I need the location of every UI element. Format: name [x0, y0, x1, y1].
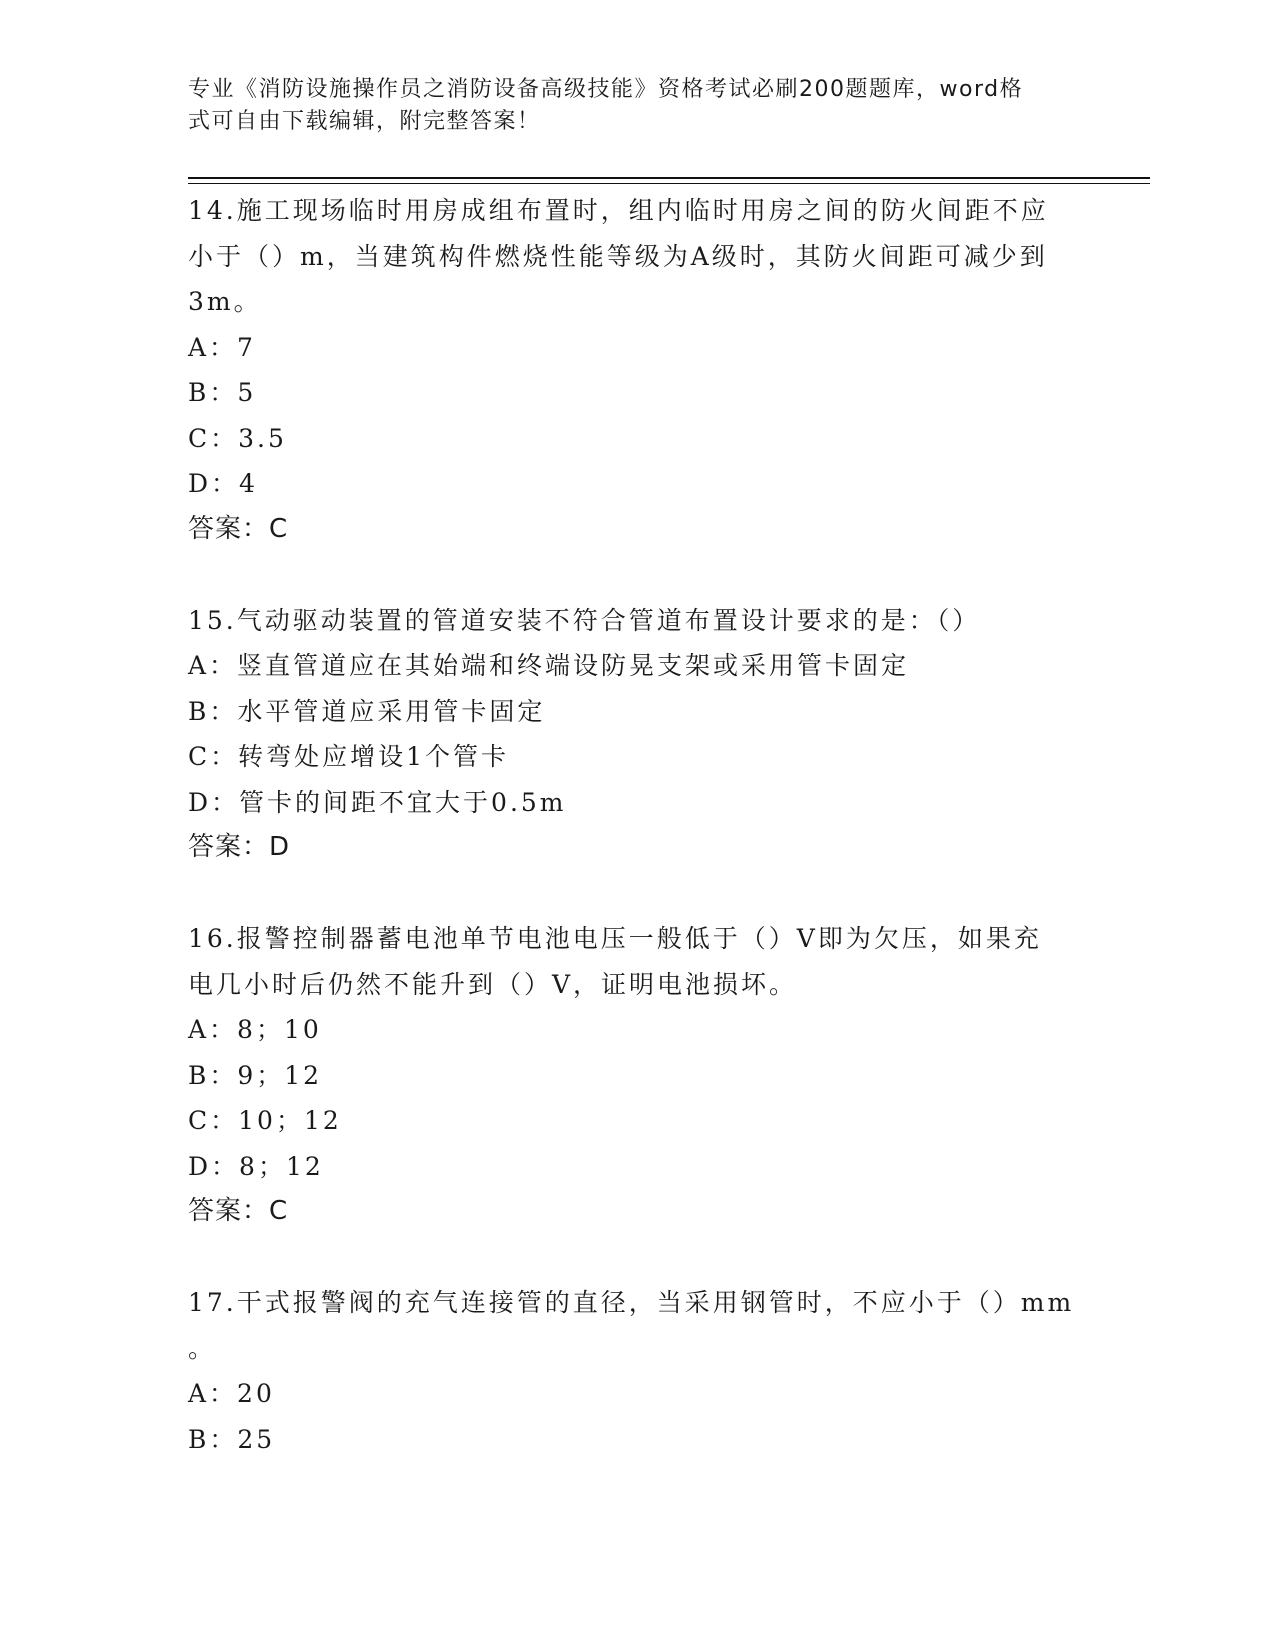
option-c: C：10；12 — [188, 1106, 342, 1135]
header-divider-thick — [188, 177, 1150, 179]
question-14 — [188, 188, 1088, 552]
question-17 — [188, 1280, 1088, 1462]
document-header — [188, 74, 1068, 138]
option-d: D：管卡的间距不宜大于0.5m — [188, 787, 567, 817]
option-c: C：3.5 — [188, 423, 287, 453]
answer-line: 答案：C — [188, 1196, 289, 1226]
question-stem-line: 。 — [188, 1333, 217, 1363]
header-line-1: 专业《消防设施操作员之消防设备高级技能》资格考试必刷200题题库，word格 — [188, 77, 1024, 102]
question-spacer — [188, 552, 1088, 598]
option-d: D：8；12 — [188, 1151, 324, 1181]
header-line-2: 式可自由下载编辑，附完整答案！ — [188, 109, 541, 134]
option-b: B：5 — [188, 378, 257, 407]
question-stem-line: 3m。 — [188, 287, 262, 316]
question-spacer — [188, 1235, 1088, 1281]
question-stem-line: 14.施工现场临时用房成组布置时，组内临时用房之间的防火间距不应 — [188, 196, 1049, 225]
option-b: B：水平管道应采用管卡固定 — [188, 696, 546, 726]
option-b: B：25 — [188, 1424, 276, 1454]
option-a: A：7 — [188, 332, 256, 362]
option-d: D：4 — [188, 469, 258, 498]
question-stem-line: 15.气动驱动装置的管道安装不符合管道布置设计要求的是：（） — [188, 605, 981, 635]
option-a: A：20 — [188, 1379, 275, 1408]
answer-line: 答案：C — [188, 513, 289, 544]
header-divider-thin — [188, 183, 1150, 184]
question-stem-line: 小于（）m，当建筑构件燃烧性能等级为A级时，其防火间距可减少到 — [188, 241, 1048, 271]
question-list — [188, 188, 1088, 1462]
question-spacer — [188, 871, 1088, 917]
question-stem-line: 17.干式报警阀的充气连接管的直径，当采用钢管时，不应小于（）mm — [188, 1288, 1075, 1317]
question-15 — [188, 598, 1088, 871]
option-a: A：8；10 — [188, 1015, 322, 1044]
option-c: C：转弯处应增设1个管卡 — [188, 742, 510, 771]
question-stem-line: 电几小时后仍然不能升到（）V，证明电池损坏。 — [188, 969, 798, 999]
answer-line: 答案：D — [188, 832, 291, 862]
option-b: B：9；12 — [188, 1060, 323, 1090]
question-16 — [188, 916, 1088, 1235]
question-stem-line: 16.报警控制器蓄电池单节电池电压一般低于（）V即为欠压，如果充 — [188, 924, 1042, 953]
option-a: A：竖直管道应在其始端和终端设防晃支架或采用管卡固定 — [188, 651, 910, 680]
